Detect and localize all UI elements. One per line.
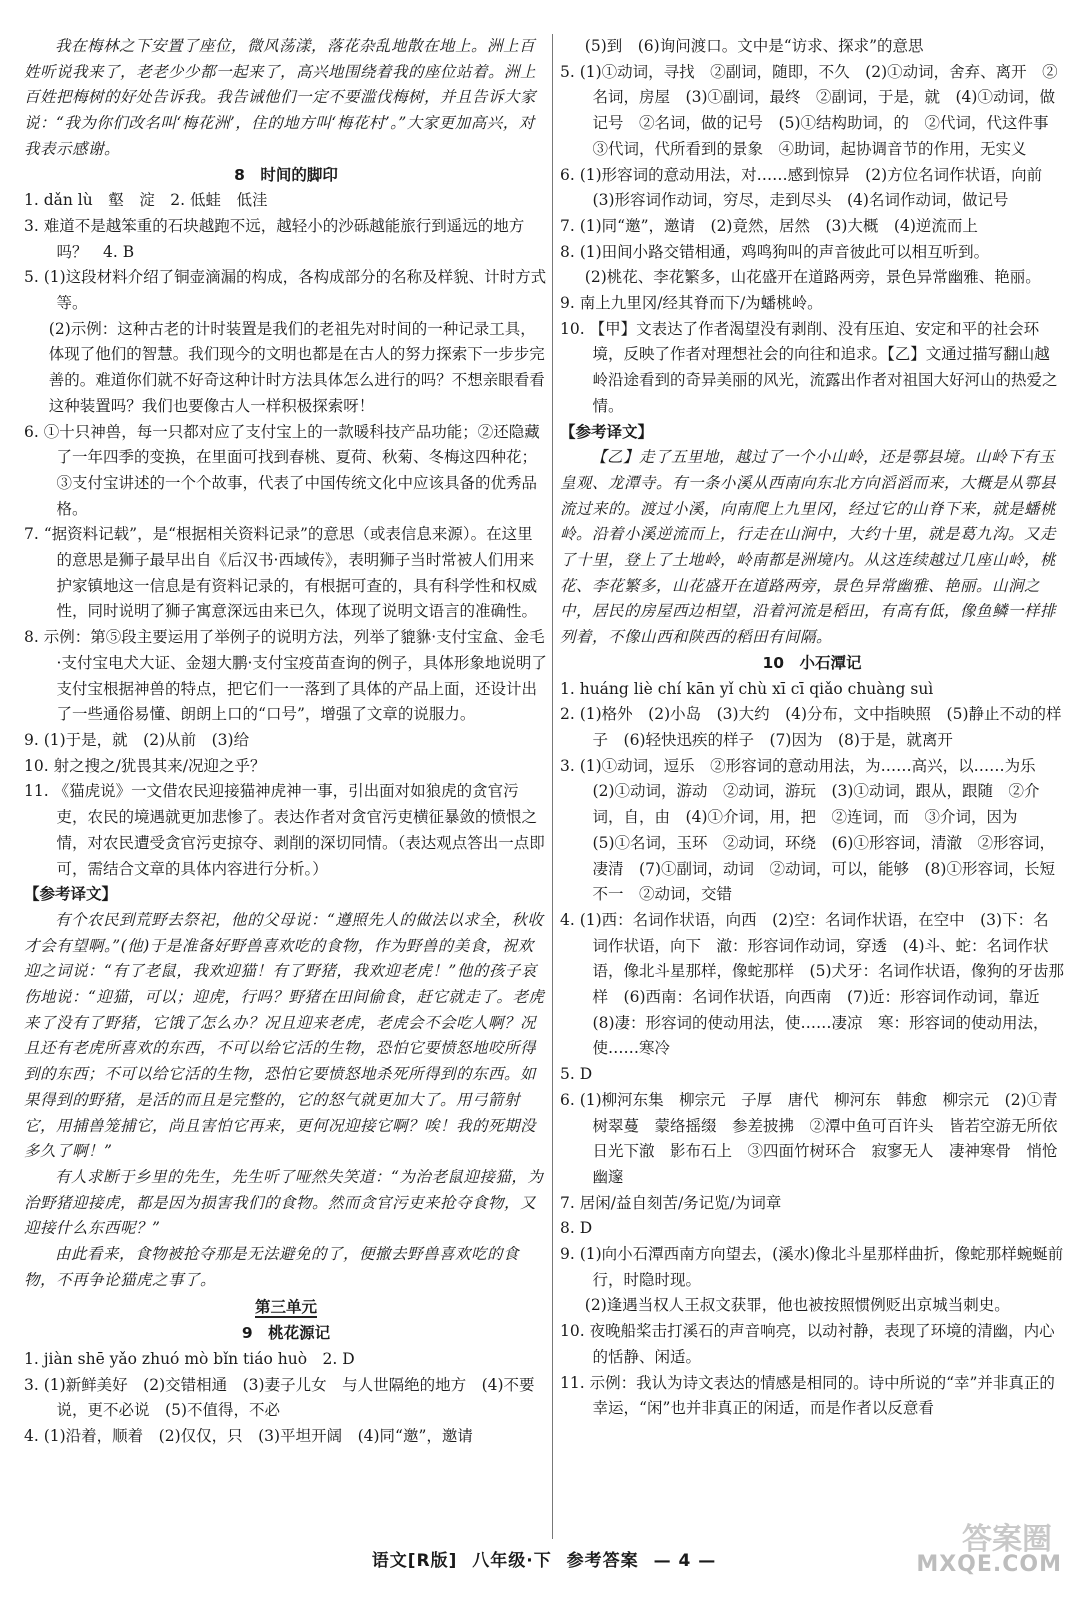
answer-item: 9. (1)向小石潭西南方向望去，(溪水)像北斗星那样曲折，像蛇那样蜿蜒前行，时隐时现。	[560, 1245, 1064, 1289]
answer-item: 11. 示例：我认为诗文表达的情感是相同的。诗中所说的“幸”并非真正的幸运，“闲”也并非真正的闲适，而是作者以反意看	[560, 1373, 1055, 1418]
watermark-url: MXQE.COM	[916, 1552, 1062, 1577]
answer-item: 8. (1)田间小路交错相通，鸡鸣狗叫的声音彼此可以相互听到。	[560, 242, 990, 261]
answer-item: 3. (1)新鲜美好 (2)交错相通 (3)妻子儿女 与人世隔绝的地方 (4)不要说，更不必说 (5)不值得，不必	[24, 1375, 535, 1420]
translation-paragraph: 有人求断于乡里的先生，先生听了哑然失笑道：“为治老鼠迎接猫，为治野猪迎接虎，都是因为损害我们的食物。然而贪官污吏来抢夺食物，又迎接什么东西呢？”	[24, 1167, 544, 1238]
answer-item: 3. (1)①动词，逗乐 ②形容词的意动用法，为……高兴，以……为乐 (2)①动词，游动 ②动词，游玩 (3)①动词，跟从，跟随 ②介词，自，由 (4)①介词，用，把 ②连词，而 ③介词，因为 (5)①名词，玉环 ②动词，环绕 (6)①形容词，清澈 ②形容词，凄清 (7)①副词，动词 ②动词，可以，能够 (8)①形容词，长短不一 ②动词，交错	[560, 756, 1055, 904]
left-column	[24, 34, 548, 1450]
unit-title: 第三单元	[254, 1298, 317, 1317]
answer-item: 7. “据资料记载”，是“根据相关资料记录”的意思（或表信息来源）。在这里的意思是狮子最早出自《后汉书·西域传》，表明狮子当时常被人们用来护家镇地这一信息是有资料记录的，有根据可查的，具有科学性和权威性，同时说明了狮子寓意深远由来已久，体现了说明文语言的准确性。	[24, 525, 538, 621]
answer-item: 3. 难道不是越笨重的石块越跑不远，越轻小的沙砾越能旅行到遥远的地方吗？ 4. B	[24, 216, 525, 261]
right-column	[560, 34, 1074, 1422]
answer-subitem: (5)到 (6)询问渡口。文中是“访求、探求”的意思	[584, 37, 924, 55]
translation-paragraph: 【乙】走了五里地，越过了一个小山岭，还是鄠县境。山岭下有玉皇观、龙潭寺。有一条小溪从西南向东北方向滔滔而来，大概是从鄠县流过来的。渡过小溪，向南爬上九里冈，经过它的山脊下来，就是蟠桃岭。沿着小溪逆流而上，行走在山涧中，大约十里，就是葛九沟。又走了十里，登上了土地岭，岭南都是洲境内。从这连续越过几座山岭，桃花、李花繁多，山花盛开在道路两旁，景色异常幽雅、艳丽。山涧之中，居民的房屋西边相望，沿着河流是稻田，有高有低，像鱼鳞一样排列着，不像山西和陕西的稻田有间隔。	[560, 448, 1057, 647]
answer-item: 9. 南上九里冈/经其脊而下/为蟠桃岭。	[560, 294, 823, 313]
answer-subitem: (2)示例：这种古老的计时装置是我们的老祖先对时间的一种记录工具，体现了他们的智慧。我们现今的文明也都是在古人的努力探索下一步步完善的。难道你们就不好奇这种计时方法具体怎么进行的吗？不想亲眼看看这种装置吗？我们也要像古人一样积极探索呀！	[48, 319, 545, 415]
answer-item: 1. jiàn shē yǎo zhuó mò bǐn tiáo huò 2. D	[24, 1349, 355, 1368]
answer-item: 6. ①十只神兽，每一只都对应了支付宝上的一款暖科技产品功能；②还隐藏了一年四季的变换，在里面可找到春桃、夏荷、秋菊、冬梅这四种花；③支付宝讲述的一个个故事，代表了中国传统文化中应该具备的优秀品格。	[24, 422, 540, 518]
answer-item: 8. 示例：第⑤段主要运用了举例子的说明方法，列举了貔貅·支付宝盒、金毛·支付宝电犬大证、金翅大鹏·支付宝疫苗查询的例子，具体形象地说明了支付宝根据神兽的特点，把它们一一落到了具体的产品上面，还设计出了一些通俗易懂、朗朗上口的“口号”，增强了文章的说服力。	[24, 628, 547, 724]
answer-item: 5. D	[560, 1065, 593, 1084]
answer-item: 10. 夜晚船桨击打溪石的声音响亮，以动衬静，表现了环境的清幽，内心的恬静、闲适。	[560, 1322, 1055, 1366]
section-heading: 8 时间的脚印	[234, 165, 338, 184]
answer-item: 4. (1)沿着，顺着 (2)仅仅，只 (3)平坦开阔 (4)同“邀”，邀请	[24, 1426, 473, 1445]
answer-item: 5. (1)①动词，寻找 ②副词，随即，不久 (2)①动词，舍弃、离开 ②名词，房屋 (3)①副词，最终 ②副词，于是，就 (4)①动词，做记号 ②名词，做的记号 (5)①结构助词，的 ②代词，代这件事 ③代词，代所看到的景象 ④助词，起协调音节的作用，无实义	[560, 62, 1065, 158]
footer-subject: 语文[R版]	[371, 1551, 458, 1571]
section-heading: 9 桃花源记	[241, 1324, 331, 1343]
answer-item: 2. (1)格外 (2)小岛 (3)大约 (4)分布，文中指映照 (5)静止不动的样子 (6)轻快迅疾的样子 (7)因为 (8)于是，就离开	[560, 705, 1062, 749]
footer-grade: 八年级·下	[472, 1551, 552, 1571]
translation-paragraph: 由此看来，食物被抢夺那是无法避免的了，便撤去野兽喜欢吃的食物，不再争论猫虎之事了。	[24, 1245, 520, 1289]
answer-subitem: (2)桃花、李花繁多，山花盛开在道路两旁，景色异常幽雅、艳丽。	[584, 268, 1041, 287]
answer-item: 10. 【甲】文表达了作者渴望没有剥削、没有压迫、安定和平的社会环境，反映了作者对理想社会的向往和追求。【乙】文通过描写翻山越岭沿途看到的奇异美丽的风光，流露出作者对祖国大好河山的热爱之情。	[560, 319, 1058, 415]
section-heading: 10 小石潭记	[762, 653, 862, 672]
answer-item: 1. dǎn lù 壑 淀 2. 低蛙 低洼	[24, 191, 268, 210]
answer-item: 7. 居闲/益自刻苦/务记览/为词章	[560, 1193, 782, 1212]
watermark-text: 答案圈	[962, 1522, 1052, 1557]
column-divider	[552, 34, 553, 1539]
answer-item: 6. (1)柳河东集 柳宗元 子厚 唐代 柳河东 韩愈 柳宗元 (2)①青树翠蔓 蒙络摇缀 参差披拂 ②潭中鱼可百许头 皆若空游无所依 日光下澈 影布石上 ③四面竹树环合 寂寥无人 凄神寒骨 悄怆幽邃	[560, 1090, 1074, 1186]
answer-item: 9. (1)于是，就 (2)从前 (3)给	[24, 730, 250, 749]
answer-item: 11. 《猫虎说》一文借农民迎接猫神虎神一事，引出面对如狼虎的贪官污吏，农民的境遇就更加悲惨了。表达作者对贪官污吏横征暴敛的愤恨之情，对农民遭受贪官污吏掠夺、剥削的深切同情。（表达观点答出一点即可，需结合文章的具体内容进行分析。）	[24, 782, 545, 878]
reference-label: 【参考译文】	[24, 885, 118, 904]
answer-item: 1. huáng liè chí kān yǐ chù xī cī qiǎo chuàng suì	[560, 679, 934, 698]
answer-item: 5. (1)这段材料介绍了铜壶滴漏的构成，各构成部分的名称及样貌、计时方式等。	[24, 268, 547, 313]
unit-heading	[24, 1295, 548, 1321]
answer-item: 6. (1)形容词的意动用法，对……感到惊异 (2)方位名词作状语，向前 (3)形容词作动词，穷尽，走到尽头 (4)名词作动词，做记号	[560, 165, 1058, 210]
translation-paragraph: 有个农民到荒野去祭祀，他的父母说：“遵照先人的做法以求全，秋收才会有望啊。”(他)于是准备好野兽喜欢吃的食物，作为野兽的美食，祝欢迎之词说：“有了老鼠，我欢迎猫！有了野猪，我欢迎老虎！”他的孩子哀伤地说：“迎猫，可以；迎虎，行吗？野猪在田间偷食，赶它就走了。老虎来了没有了野猪，它饿了怎么办？况且迎来老虎，老虎会不会吃人啊？况且还有老虎所喜欢的东西，不可以给它活的生物，恐怕它要愤怒地咬所得到的东西；不可以给它活的生物，恐怕它要愤怒地杀死所得到的东西。如果得到的野猪，是活的而且是完整的，它的怒气就更加大了。用弓箭射它，用捕兽笼捕它，尚且害怕它再来，更何况迎接它啊？唉！我的死期没多久了啊！”	[24, 910, 545, 1161]
translation-paragraph: 我在梅林之下安置了座位，微风荡漾，落花杂乱地散在地上。洲上百姓听说我来了，老老少少都一起来了，高兴地围绕着我的座位站着。洲上百姓把梅树的好处告诉我。我告诫他们一定不要滥伐梅树，并且告诉大家说：“我为你们改名叫‘梅花洲’，住的地方叫‘梅花村’。”大家更加高兴，对我表示感谢。	[24, 37, 537, 158]
reference-label: 【参考译文】	[560, 422, 654, 441]
answer-item: 8. D	[560, 1219, 593, 1238]
footer-page-number: — 4 —	[653, 1551, 717, 1571]
answer-item: 10. 射之搜之/犹畏其来/况迎之乎？	[24, 756, 266, 775]
answer-subitem: (2)逢遇当权人王叔文获罪，他也被按照惯例贬出京城当刺史。	[584, 1296, 1010, 1315]
answer-item: 7. (1)同“邀”，邀请 (2)竟然，居然 (3)大概 (4)逆流而上	[560, 216, 978, 235]
watermark-logo	[912, 1512, 1062, 1582]
footer-label: 参考答案	[566, 1551, 639, 1571]
answer-item: 4. (1)西：名词作状语，向西 (2)空：名词作状语，在空中 (3)下：名词作状语，向下 澈：形容词作动词，穿透 (4)斗、蛇：名词作状语，像北斗星那样，像蛇那样 (5)犬牙：名词作状语，像狗的牙齿那样 (6)西南：名词作状语，向西南 (7)近：形容词作动词，靠近 (8)凄：形容词的使动用法，使……凄凉 寒：形容词的使动用法，使……寒冷	[560, 910, 1065, 1058]
